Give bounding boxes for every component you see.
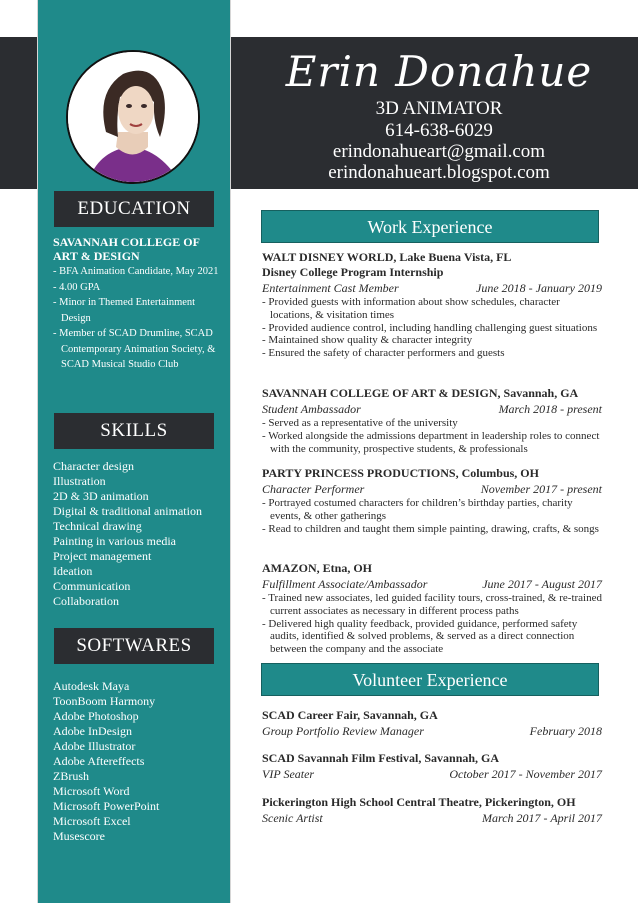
job-role: Fulfillment Associate/Ambassador [262, 577, 428, 591]
volunteer-organization: SCAD Savannah Film Festival, Savannah, GA [262, 751, 500, 765]
job-role: Character Performer [262, 482, 365, 496]
job-bullet: - Maintained show quality & character integrity [262, 334, 473, 347]
job-bullet: - Delivered high quality feedback, provided guidance, performed safety audits, identified & solved problems, & served as a direct connection between the company and the associate [262, 617, 578, 656]
job-bullet: - Worked alongside the admissions department in leadership roles to connect with the community, prospective students, & professionals [262, 429, 600, 455]
volunteer-dates: February 2018 [529, 724, 602, 738]
education-item: - Member of SCAD Drumline, SCAD Contemporary Animation Society, & SCAD Musical Studio Club [53, 328, 216, 370]
software-item: Adobe Illustrator [53, 739, 136, 753]
skill-item: Collaboration [53, 594, 119, 608]
job-role-row [262, 481, 602, 497]
job-organization: PARTY PRINCESS PRODUCTIONS, Columbus, OH [262, 466, 539, 480]
portrait-avatar [66, 50, 200, 184]
job-entry [262, 250, 602, 360]
education-item: - BFA Animation Candidate, May 2021 [53, 266, 219, 277]
job-entry [262, 386, 602, 455]
job-bullet: - Provided guests with information about show schedules, character locations, & visitation times [262, 296, 560, 321]
volunteer-experience-heading: Volunteer Experience [261, 663, 599, 696]
job-dates: November 2017 - present [480, 482, 602, 496]
job-bullet: - Read to children and taught them simple painting, drawing, crafts, & songs [262, 522, 599, 535]
skill-item: Ideation [53, 564, 93, 578]
skill-item: Technical drawing [53, 519, 142, 533]
job-role-row [262, 576, 602, 592]
software-item: Adobe Photoshop [53, 709, 139, 723]
job-entry [262, 561, 602, 656]
skill-item: Painting in various media [53, 534, 176, 548]
software-item: Adobe InDesign [53, 724, 132, 738]
skill-item: Project management [53, 549, 152, 563]
volunteer-entry [262, 708, 602, 739]
software-item: ToonBoom Harmony [53, 694, 156, 708]
job-bullet: - Portrayed costumed characters for children’s birthday parties, charity events, & other gatherings [262, 497, 573, 522]
education-item: - 4.00 GPA [53, 281, 101, 293]
software-item: Musescore [53, 829, 105, 843]
job-bullet: - Provided audience control, including handling challenging guest situations [262, 321, 598, 334]
software-item: Microsoft Excel [53, 814, 131, 828]
software-item: Microsoft PowerPoint [53, 799, 160, 813]
software-item: Microsoft Word [53, 784, 130, 798]
software-item: Autodesk Maya [53, 679, 130, 693]
candidate-name: Erin Donahue [285, 47, 593, 96]
education-heading: EDUCATION [54, 191, 214, 227]
software-item: Adobe Aftereffects [53, 754, 145, 768]
skill-item: 2D & 3D animation [53, 489, 149, 503]
volunteer-role: VIP Seater [262, 767, 315, 781]
job-title: 3D ANIMATOR [375, 98, 503, 119]
education-section [53, 235, 223, 373]
volunteer-role-row [262, 810, 602, 826]
volunteer-organization: SCAD Career Fair, Savannah, GA [262, 708, 438, 722]
skills-heading: SKILLS [54, 413, 214, 449]
volunteer-role: Group Portfolio Review Manager [262, 724, 424, 738]
volunteer-organization: Pickerington High School Central Theatre, Pickerington, OH [262, 795, 576, 809]
job-role: Student Ambassador [262, 402, 361, 416]
job-organization: WALT DISNEY WORLD, Lake Buena Vista, FL [262, 250, 512, 264]
school-name: SAVANNAH COLLEGE OF ART & DESIGN [53, 235, 200, 263]
job-organization: SAVANNAH COLLEGE OF ART & DESIGN, Savannah, GA [262, 386, 579, 400]
skills-list [53, 459, 223, 609]
volunteer-entry [262, 751, 602, 782]
volunteer-role-row [262, 766, 602, 782]
work-experience-heading: Work Experience [261, 210, 599, 243]
skill-item: Digital & traditional animation [53, 504, 202, 518]
software-list [53, 679, 223, 844]
volunteer-dates: October 2017 - November 2017 [449, 767, 602, 781]
job-bullet: - Served as a representative of the university [262, 417, 458, 429]
volunteer-role: Scenic Artist [262, 811, 323, 825]
job-organization: AMAZON, Etna, OH [262, 561, 373, 575]
website-url: erindonahueart.blogspot.com [328, 162, 550, 183]
volunteer-entry [262, 795, 602, 826]
job-role-row [262, 280, 602, 296]
job-bullet: - Trained new associates, led guided facility tours, cross-trained, & re-trained current associates as necessary in different process paths [262, 592, 602, 617]
software-item: ZBrush [53, 769, 89, 783]
job-dates: March 2018 - present [498, 402, 602, 416]
skill-item: Character design [53, 459, 134, 473]
job-bullet: - Ensured the safety of character performers and guests [262, 347, 505, 360]
software-heading: SOFTWARES [54, 628, 214, 664]
job-program: Disney College Program Internship [262, 265, 444, 279]
volunteer-dates: March 2017 - April 2017 [482, 811, 602, 825]
job-role: Entertainment Cast Member [262, 281, 399, 295]
job-role-row [262, 401, 602, 417]
job-entry [262, 466, 602, 535]
job-dates: June 2018 - January 2019 [476, 281, 602, 295]
phone-number: 614-638-6029 [385, 120, 493, 141]
volunteer-role-row [262, 723, 602, 739]
job-dates: June 2017 - August 2017 [482, 577, 602, 591]
skill-item: Communication [53, 579, 131, 593]
skill-item: Illustration [53, 474, 106, 488]
education-item: - Minor in Themed Entertainment Design [53, 297, 196, 324]
email-address: erindonahueart@gmail.com [332, 141, 546, 162]
